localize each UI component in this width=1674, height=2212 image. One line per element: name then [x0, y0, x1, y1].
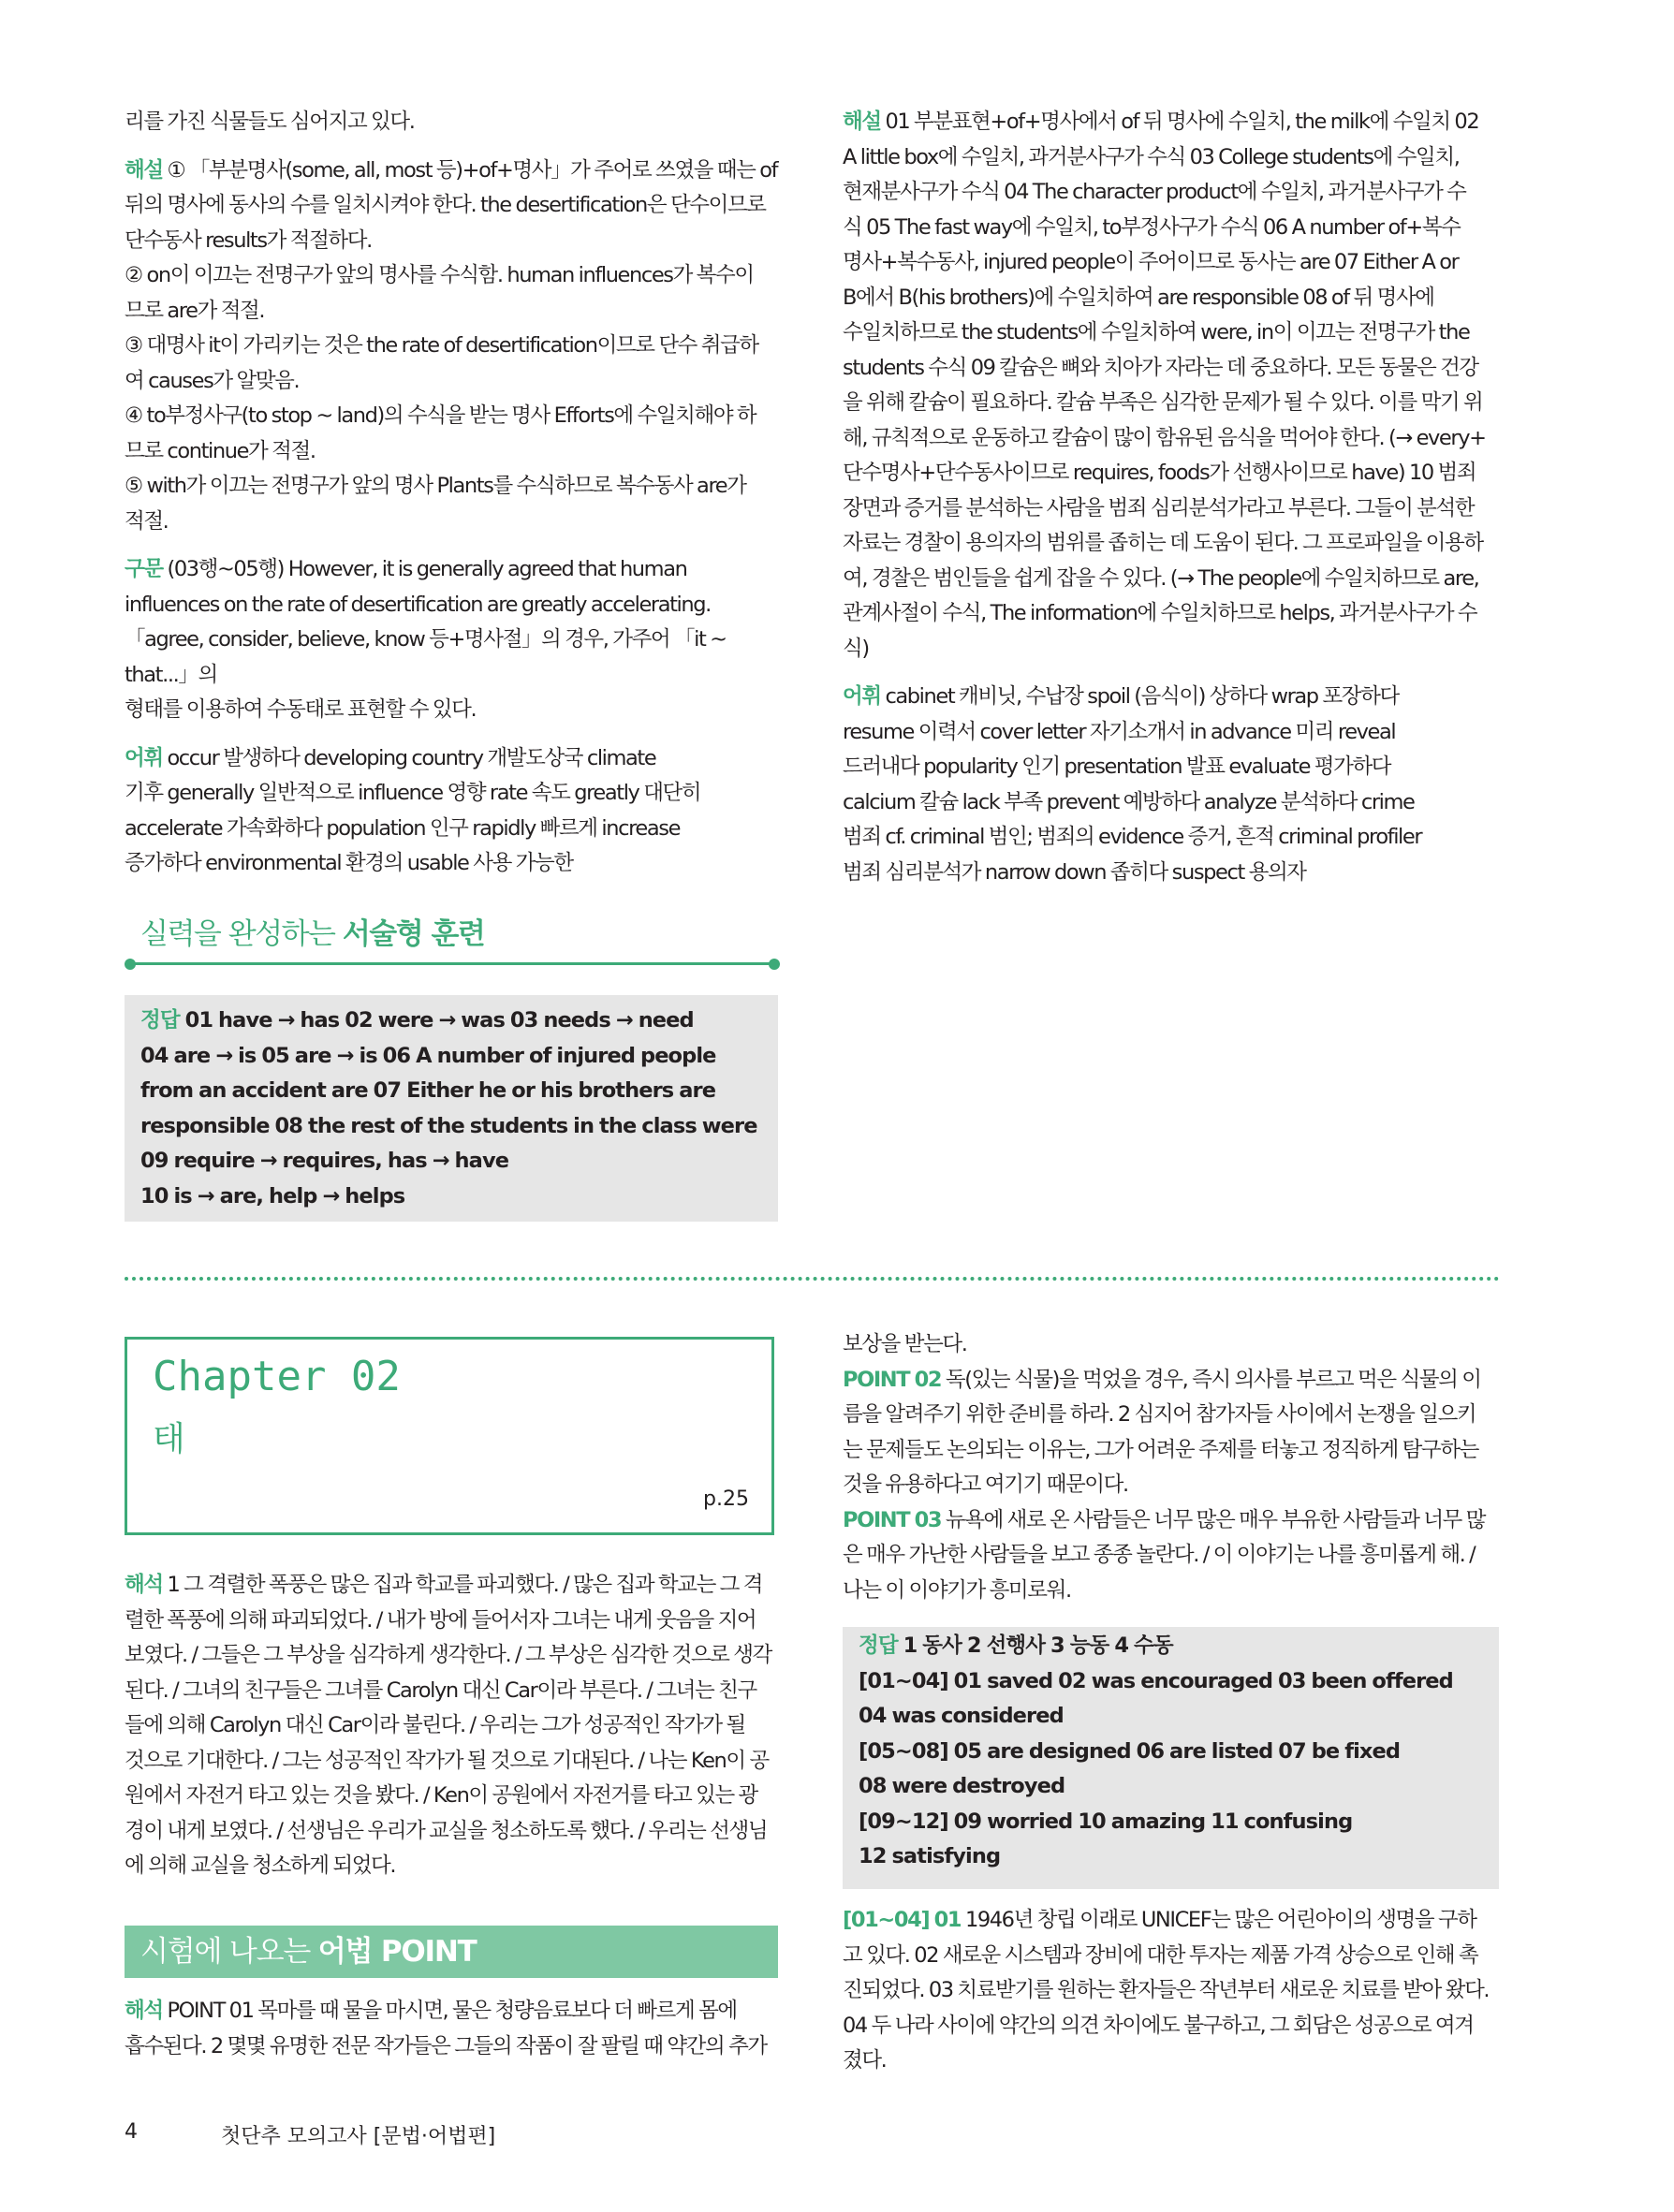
haeseok-line: 보였다. / 그들은 그 부상을 심각하게 생각한다. / 그 부상은 심각한 것으로 생각 [125, 1643, 771, 1667]
answer-label: 정답 [859, 1633, 898, 1658]
left-top-column [125, 105, 780, 882]
haeseok-line: 렬한 폭풍에 의해 파괴되었다. / 내가 방에 들어서자 그녀는 내게 웃음을 지어 [125, 1607, 756, 1633]
right-top-column [843, 105, 1503, 890]
eohwi-block [125, 741, 780, 882]
point-line: POINT 01 목마를 때 물을 마시면, 물은 청량음료보다 더 빠르게 몸에 [167, 1999, 737, 2023]
rule-left-dot [125, 959, 136, 970]
point-label: 해석 [125, 1999, 163, 2023]
eohwi-line: occur 발생하다 developing country 개발도상국 climate [167, 745, 656, 770]
final-line: 1946년 창립 이래로 UNICEF는 많은 어린아이의 생명을 구하 [961, 1908, 1476, 1932]
rule-right-dot [769, 959, 780, 970]
haeseol-block [125, 154, 780, 540]
haeseol-line: 단수명사+단수동사이므로 requires, foods가 선행사이므로 have) 10 범죄 [843, 461, 1476, 485]
point02-line: 름을 알려주기 위한 준비를 하라. 2 심지어 참가자들 사이에서 논쟁을 일으키 [843, 1402, 1476, 1427]
eohwi-line: 범죄 cf. criminal 범인; 범죄의 evidence 증거, 흔적 criminal profiler [843, 825, 1422, 849]
haeseol-line: 여 causes가 알맞음. [125, 368, 300, 393]
left-bottom-column [125, 1568, 780, 1884]
answer-line: responsible 08 the rest of the students in the class were [140, 1113, 757, 1138]
haeseol-line: 01 부분표현+of+명사에서 of 뒤 명사에 수일치, the milk에 수일치 02 [885, 110, 1479, 134]
haeseok-line: 원에서 자전거 타고 있는 것을 봤다. / Ken이 공원에서 자전거를 타고 있는 광 [125, 1783, 757, 1808]
final-line: 졌다. [843, 2048, 887, 2073]
gumun-block [125, 552, 780, 728]
training-answer-box [125, 995, 778, 1222]
final-line: 진되었다. 03 치료받기를 원하는 환자들은 작년부터 새로운 치료를 받아 왔다. [843, 1978, 1490, 2002]
eohwi-label: 어휘 [125, 745, 163, 770]
band-title-plain: 시험에 나오는 [140, 1935, 318, 1969]
haeseol-line: A little box에 수일치, 과거분사구가 수식 03 College students에 수일치, [843, 144, 1460, 169]
answer-line: [09~12] 09 worried 10 amazing 11 confusing [859, 1809, 1353, 1834]
gumun-label: 구문 [125, 557, 163, 581]
section-divider [125, 1277, 1500, 1281]
haeseol-line: ⑤ with가 이끄는 전명구가 앞의 명사 Plants를 수식하므로 복수동사 are가 [125, 474, 746, 498]
eohwi-line: resume 이력서 cover letter 자기소개서 in advance 미리 reveal [843, 719, 1396, 744]
haeseol-block-right [843, 105, 1503, 667]
point02-line: 는 문제들도 논의되는 이유는, 그가 어려운 주제를 터놓고 정직하게 탐구하는 [843, 1437, 1478, 1462]
haeseol-line: 므로 are가 적절. [125, 298, 265, 323]
haeseol-line: 관계사절이 수식, The information에 수일치하므로 helps, 과거분사구가 수 [843, 601, 1477, 625]
right-bottom-column [843, 1327, 1503, 1608]
haeseol-line: 식) [843, 636, 869, 661]
training-title-rule [130, 962, 772, 965]
gumun-line: (03행~05행) However, it is generally agreed that human [167, 557, 687, 581]
haeseok-line: 것으로 기대한다. / 그는 성공적인 작가가 될 것으로 기대된다. / 나는 Ken이 공 [125, 1748, 769, 1773]
eohwi-label-right: 어휘 [843, 684, 881, 709]
answer-line: 04 was considered [859, 1704, 1064, 1728]
eohwi-line: 범죄 심리분석가 narrow down 좁히다 suspect 용의자 [843, 859, 1306, 885]
haeseok-line: 된다. / 그녀의 친구들은 그녀를 Carolyn 대신 Car이라 부른다. / 그녀는 친구 [125, 1677, 756, 1703]
training-title-bold: 서술형 훈련 [342, 917, 485, 951]
haeseol-line: students 수식 09 칼슘은 뼈와 치아가 자라는 데 중요하다. 모든 동물은 건강 [843, 355, 1478, 380]
point02-line: 것을 유용하다고 여기기 때문이다. [843, 1472, 1128, 1497]
page-number: 4 [125, 2120, 138, 2144]
grammar-point-band [125, 1926, 778, 1978]
book-title: 첫단추 모의고사 [문법·어법편] [221, 2125, 496, 2148]
haeseol-line: 현재분사구가 수식 04 The character product에 수일치, 과거분사구가 수 [843, 180, 1466, 204]
answer-line: 08 were destroyed [859, 1774, 1065, 1798]
haeseok-label: 해석 [125, 1573, 163, 1597]
haeseol-line: 식 05 The fast way에 수일치, to부정사구가 수식 06 A number of+복수 [843, 214, 1461, 240]
haeseol-line: 명사+복수동사, injured people이 주어이므로 동사는 are 07 Either A or [843, 250, 1459, 274]
haeseol-line: ② on이 이끄는 전명구가 앞의 명사를 수식함. human influences가 복수이 [125, 263, 754, 287]
gumun-line: 「agree, consider, believe, know 등+명사절」의 경우, 가주어 「it ~ that...」의 [125, 627, 727, 687]
haeseol-label: 해설 [125, 157, 163, 183]
final-translation-block [843, 1903, 1503, 2079]
haeseol-line: 여, 경찰은 범인들을 쉽게 잡을 수 있다. (→ The people에 수일치하므로 are, [843, 565, 1479, 591]
answer-line: from an accident are 07 Either he or his brothers are [140, 1078, 716, 1103]
answer-line: 01 have → has 02 were → was 03 needs → need [184, 1008, 694, 1033]
point03-line: 뉴욕에 새로 온 사람들은 너무 많은 매우 부유한 사람들과 너무 많 [941, 1507, 1486, 1532]
eohwi-line: 기후 generally 일반적으로 influence 영향 rate 속도 greatly 대단히 [125, 781, 701, 805]
eohwi-block-right [843, 680, 1503, 890]
point-block [125, 1994, 780, 2064]
haeseol-line: 수일치하므로 the students에 수일치하여 were, in이 이끄는 전명구가 the [843, 320, 1470, 344]
answer-label: 정답 [140, 1008, 180, 1033]
haeseok-line: 경이 내게 보였다. / 선생님은 우리가 교실을 청소하도록 했다. / 우리는 선생님 [125, 1818, 768, 1843]
haeseol-line: ① 「부분명사(some, all, most 등)+of+명사」가 주어로 쓰였을 때는 of [167, 157, 778, 183]
continuation-text: 보상을 받는다. [843, 1332, 967, 1356]
final-label: [01~04] 01 [843, 1908, 962, 1932]
chapter-box [125, 1337, 774, 1535]
haeseok-line: 1 그 격렬한 폭풍은 많은 집과 학교를 파괴했다. / 많은 집과 학교는 그 격 [167, 1573, 763, 1597]
answer-line: 04 are → is 05 are → is 06 A number of injured people [140, 1043, 716, 1068]
eohwi-line: cabinet 캐비닛, 수납장 spoil (음식이) 상하다 wrap 포장하다 [885, 684, 1399, 709]
answer-line: 09 require → requires, has → have [140, 1149, 509, 1173]
eohwi-line: calcium 칼슘 lack 부족 prevent 예방하다 analyze 분석하다 crime [843, 789, 1415, 814]
haeseol-line: 단수동사 results가 적절하다. [125, 227, 372, 253]
haeseol-label-right: 해설 [843, 110, 881, 134]
point02-label: POINT 02 [843, 1367, 942, 1392]
gumun-line: influences on the rate of desertification are greatly accelerating. [125, 592, 711, 617]
haeseok-line: 들에 의해 Carolyn 대신 Car이라 불린다. / 우리는 그가 성공적인 작가가 될 [125, 1713, 745, 1737]
answer-line: 12 satisfying [859, 1844, 1001, 1868]
point03-line: 나는 이 이야기가 흥미로워. [843, 1577, 1071, 1603]
eohwi-line: 증가하다 environmental 환경의 usable 사용 가능한 [125, 851, 573, 875]
chapter-subtitle: 태 [153, 1420, 185, 1458]
haeseol-line: 을 위해 칼슘이 필요하다. 칼슘 부족은 심각한 문제가 될 수 있다. 이를 막기 위 [843, 390, 1483, 415]
answer-line: 1 동사 2 선행사 3 능동 4 수동 [903, 1633, 1173, 1658]
chapter-page-ref: p.25 [703, 1487, 749, 1511]
haeseol-line: ③ 대명사 it이 가리키는 것은 the rate of desertification이므로 단수 취급하 [125, 333, 758, 358]
training-title-plain: 실력을 완성하는 [140, 917, 343, 951]
point03-label: POINT 03 [843, 1507, 942, 1532]
haeseol-line: 장면과 증거를 분석하는 사람을 범죄 심리분석가라고 부른다. 그들이 분석한 [843, 495, 1475, 520]
eohwi-line: accelerate 가속화하다 population 인구 rapidly 빠르게 increase [125, 815, 681, 841]
haeseol-line: B에서 B(his brothers)에 수일치하여 are responsible 08 of 뒤 명사에 [843, 285, 1434, 310]
continuation-text: 리를 가진 식물들도 심어지고 있다. [125, 110, 415, 134]
gumun-line: 형태를 이용하여 수동태로 표현할 수 있다. [125, 697, 477, 722]
chapter-title: Chapter 02 [153, 1353, 401, 1400]
band-title-bold: 어법 POINT [317, 1935, 477, 1969]
final-line: 04 두 나라 사이에 약간의 의견 차이에도 불구하고, 그 회담은 성공으로 여겨 [843, 2013, 1474, 2038]
haeseol-line: 뒤의 명사에 동사의 수를 일치시켜야 한다. the desertification은 단수이므로 [125, 193, 766, 217]
final-line: 고 있다. 02 새로운 시스템과 장비에 대한 투자는 제품 가격 상승으로 인해 촉 [843, 1942, 1478, 1968]
haeseol-line: ④ to부정사구(to stop ~ land)의 수식을 받는 명사 Efforts에 수일치해야 하 [125, 403, 756, 428]
haeseol-line: 므로 continue가 적절. [125, 438, 316, 463]
point02-line: 독(있는 식물)을 먹었을 경우, 즉시 의사를 부르고 먹은 식물의 이 [941, 1367, 1481, 1392]
chapter-answer-box [843, 1627, 1499, 1889]
haeseok-line: 에 의해 교실을 청소하게 되었다. [125, 1853, 396, 1878]
point-line: 흡수된다. 2 몇몇 유명한 전문 작가들은 그들의 작품이 잘 팔릴 때 약간의 추가 [125, 2033, 767, 2058]
answer-line: [01~04] 01 saved 02 was encouraged 03 been offered [859, 1668, 1453, 1693]
haeseol-line: 해, 규칙적으로 운동하고 칼슘이 많이 함유된 음식을 먹어야 한다. (→ every+ [843, 425, 1486, 450]
haeseol-line: 자료는 경찰이 용의자의 범위를 좁히는 데 도움이 된다. 그 프로파일을 이용하 [843, 531, 1483, 555]
training-section-title [140, 910, 484, 952]
answer-line: 10 is → are, help → helps [140, 1183, 405, 1209]
answer-line: [05~08] 05 are designed 06 are listed 07 be fixed [859, 1738, 1401, 1764]
eohwi-line: 드러내다 popularity 인기 presentation 발표 evaluate 평가하다 [843, 754, 1391, 779]
point03-line: 은 매우 가난한 사람들을 보고 종종 놀란다. / 이 이야기는 나를 흥미롭게 해. / [843, 1543, 1476, 1567]
haeseol-line: 적절. [125, 508, 169, 534]
